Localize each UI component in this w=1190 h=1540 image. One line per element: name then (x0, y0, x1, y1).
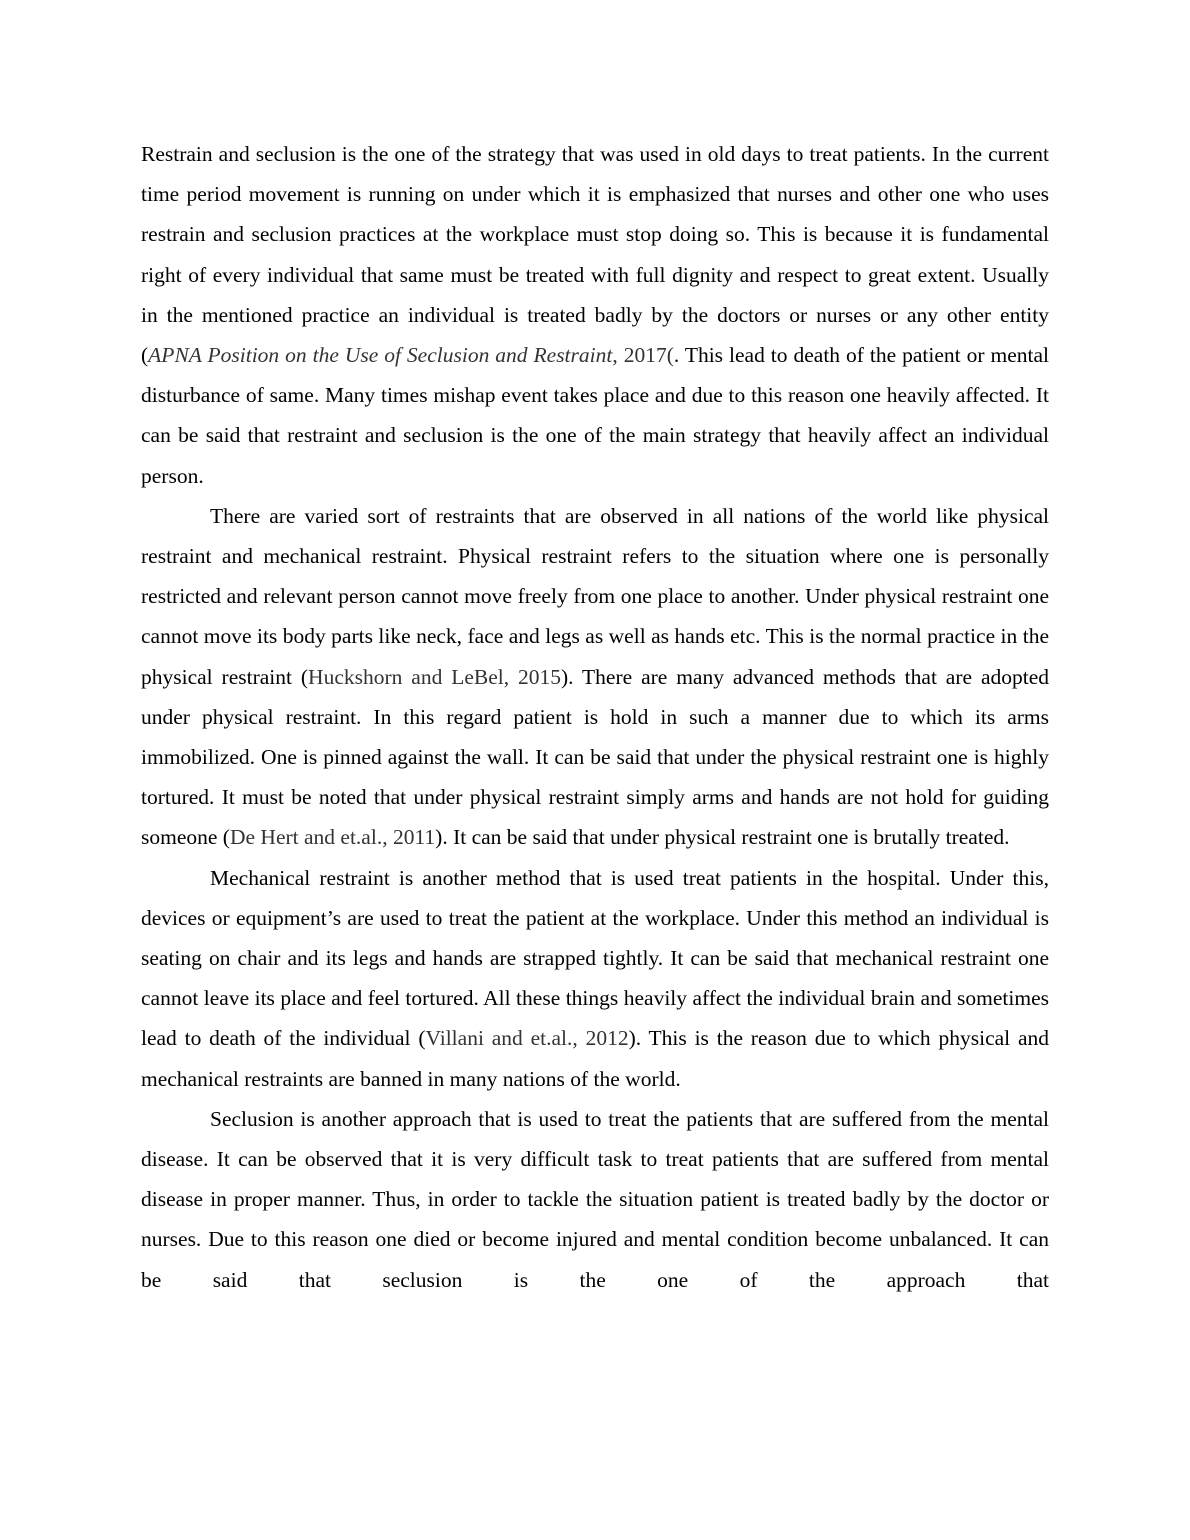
citation: Huckshorn and LeBel, 2015 (308, 664, 562, 689)
document-body (141, 134, 1049, 1300)
citation: De Hert and et.al., 2011 (229, 825, 436, 850)
paragraph-text: ). This is the reason due to which physical and mechanical restraints are banned in many nations of the world. (141, 1026, 1049, 1091)
paragraph-text: Mechanical restraint is another method that is used treat patients in the hospital. Under this, devices or equipment’s are used to treat the patient at the workplace. Under this method an individual is seating on chair and its legs and hands are strapped tightly. It can be said that mechanical restraint one cannot leave its place and feel tortured. All these things heavily affect the individual brain and sometimes lead to death of the individual ( (141, 865, 1049, 1051)
paragraph-2 (141, 496, 1049, 858)
paragraph-text: ). There are many advanced methods that are adopted under physical restraint. In this regard patient is hold in such a manner due to which its arms immobilized. One is pinned against the wall. It can be said that under the physical restraint one is highly tortured. It must be noted that under physical restraint simply arms and hands are not hold for guiding someone ( (141, 664, 1049, 850)
paragraph-text: . This lead to death of the patient or mental disturbance of same. Many times mishap event takes place and due to this reason one heavily affected. It can be said that restraint and seclusion is the one of the main strategy that heavily affect an individual person. (141, 343, 1049, 488)
paragraph-text: ). It can be said that under physical restraint one is brutally treated. (435, 825, 1010, 850)
citation: APNA Position on the Use of Seclusion and Restraint (148, 343, 613, 368)
citation-year: , 2017( (612, 343, 674, 368)
paragraph-text: There are varied sort of restraints that are observed in all nations of the world like physical restraint and mechanical restraint. Physical restraint refers to the situation where one is personally restricted and relevant person cannot move freely from one place to another. Under physical restraint one cannot move its body parts like neck, face and legs as well as hands etc. This is the normal practice in the physical restraint ( (141, 503, 1049, 689)
paragraph-1 (141, 134, 1049, 496)
paragraph-text: Seclusion is another approach that is used to treat the patients that are suffered from the mental disease. It can be observed that it is very difficult task to treat patients that are suffered from mental disease in proper manner. Thus, in order to tackle the situation patient is treated badly by the doctor or nurses. Due to this reason one died or become injured and mental condition become unbalanced. It can be said that seclusion is the one of the approach that (141, 1106, 1049, 1292)
paragraph-4 (141, 1099, 1049, 1300)
paragraph-text: Restrain and seclusion is the one of the strategy that was used in old days to treat patients. In the current time period movement is running on under which it is emphasized that nurses and other one who uses restrain and seclusion practices at the workplace must stop doing so. This is because it is fundamental right of every individual that same must be treated with full dignity and respect to great extent. Usually in the mentioned practice an individual is treated badly by the doctors or nurses or any other entity ( (141, 142, 1049, 368)
paragraph-3 (141, 858, 1049, 1099)
citation: Villani and et.al., 2012 (425, 1026, 629, 1051)
